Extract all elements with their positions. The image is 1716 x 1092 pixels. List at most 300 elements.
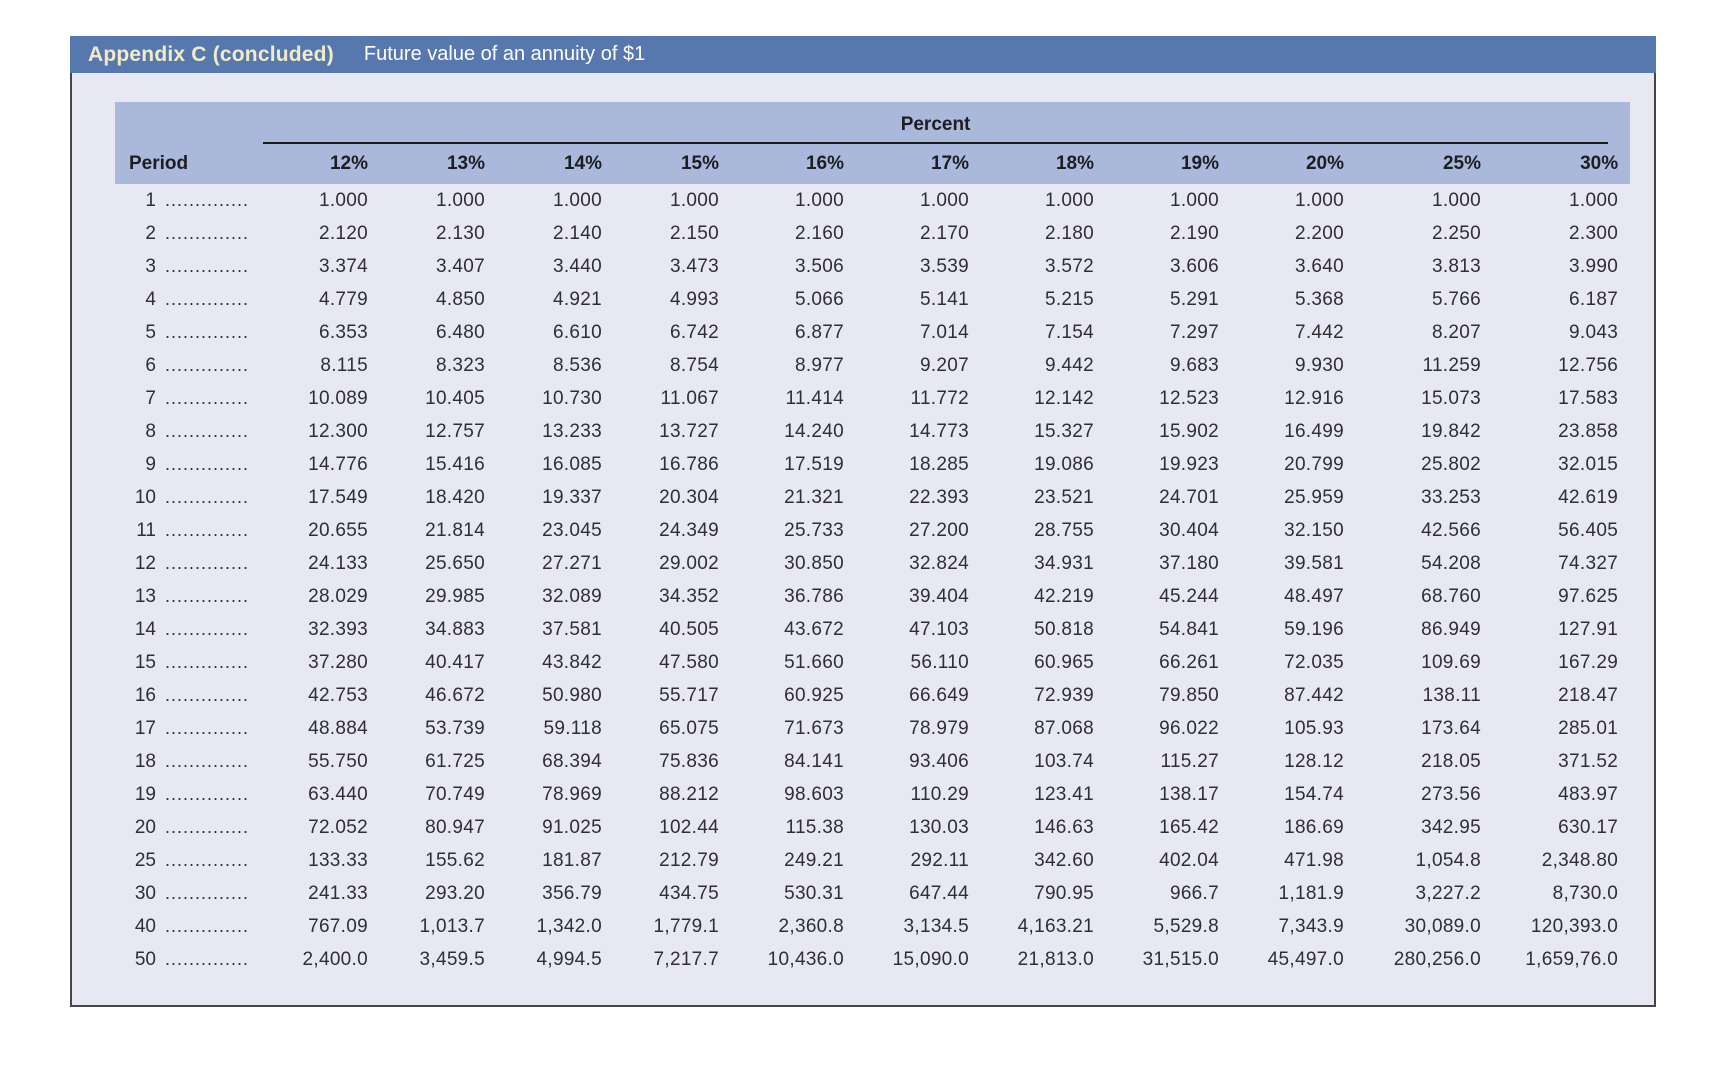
factor-value: 72.939 [1034,684,1094,706]
factor-value: 32.089 [542,585,602,607]
table-row [115,910,1630,943]
factor-value: 68.760 [1421,585,1481,607]
factor-value: 6.877 [794,321,844,343]
table-row [115,514,1630,547]
factor-value: 7,343.9 [1278,915,1344,937]
rate-column-header: 30% [1493,144,1630,184]
dot-leader: .............. [165,486,250,507]
factor-value: 10.089 [308,387,368,409]
factor-value: 6.187 [1569,288,1619,310]
factor-value: 790.95 [1034,882,1094,904]
factor-value: 96.022 [1159,717,1219,739]
factor-value: 12.756 [1558,354,1619,376]
factor-value: 21.321 [784,486,844,508]
factor-value: 21.814 [425,519,485,541]
factor-value: 74.327 [1558,552,1619,574]
factor-value: 13.233 [542,420,602,442]
factor-value: 7,217.7 [653,948,719,970]
factor-value: 165.42 [1159,816,1219,838]
factor-value: 767.09 [308,915,368,937]
factor-value: 9.043 [1569,321,1619,343]
factor-value: 88.212 [659,783,719,805]
factor-value: 87.068 [1034,717,1094,739]
factor-value: 1.000 [1294,189,1344,211]
dot-leader: .............. [165,255,250,276]
dot-leader: .............. [165,585,250,606]
factor-value: 4.850 [435,288,485,310]
table-row [115,679,1630,712]
factor-value: 241.33 [308,882,368,904]
factor-value: 3.407 [435,255,485,277]
factor-value: 109.69 [1421,651,1481,673]
factor-value: 1.000 [318,189,368,211]
table-row [115,283,1630,316]
period-number: 1 [145,189,156,211]
period-cell [115,349,263,382]
column-header-row [115,144,1630,184]
period-column-header: Period [115,144,263,184]
factor-value: 39.581 [1284,552,1344,574]
factor-value: 31,515.0 [1142,948,1219,970]
period-cell [115,613,263,646]
table-row [115,250,1630,283]
period-cell [115,316,263,349]
factor-value: 3.440 [552,255,602,277]
factor-value: 3,459.5 [419,948,485,970]
factor-value: 356.79 [542,882,602,904]
factor-value: 2.200 [1294,222,1344,244]
factor-value: 5.291 [1169,288,1219,310]
factor-value: 133.33 [308,849,368,871]
factor-value: 5.141 [919,288,969,310]
period-cell [115,217,263,250]
factor-value: 63.440 [308,783,368,805]
period-cell [115,448,263,481]
table-row [115,382,1630,415]
factor-value: 218.05 [1421,750,1481,772]
rate-column-header: 12% [263,144,380,184]
factor-value: 5,529.8 [1153,915,1219,937]
factor-value: 72.035 [1284,651,1344,673]
factor-value: 115.27 [1160,750,1219,772]
factor-value: 19.086 [1034,453,1094,475]
period-number: 6 [145,354,156,376]
factor-value: 46.672 [425,684,485,706]
period-number: 17 [134,717,156,739]
table-row [115,547,1630,580]
factor-value: 42.566 [1421,519,1481,541]
factor-value: 30,089.0 [1404,915,1481,937]
period-number: 25 [134,849,156,871]
factor-value: 4.779 [318,288,368,310]
period-number: 20 [134,816,156,838]
factor-value: 34.931 [1034,552,1094,574]
period-number: 4 [145,288,156,310]
factor-value: 40.505 [659,618,719,640]
table-row [115,481,1630,514]
factor-value: 48.884 [308,717,368,739]
table-row [115,646,1630,679]
factor-value: 20.655 [308,519,368,541]
table-row [115,217,1630,250]
factor-value: 23.521 [1034,486,1094,508]
factor-value: 128.12 [1284,750,1344,772]
factor-value: 24.349 [659,519,719,541]
factor-value: 17.549 [308,486,368,508]
factor-value: 42.619 [1558,486,1619,508]
period-number: 9 [145,453,156,475]
factor-value: 28.755 [1034,519,1094,541]
factor-value: 1.000 [1169,189,1219,211]
period-number: 10 [134,486,156,508]
factor-value: 2.160 [794,222,844,244]
period-cell [115,910,263,943]
factor-value: 120,393.0 [1530,915,1619,937]
factor-value: 4,994.5 [536,948,602,970]
rate-column-header: 16% [731,144,856,184]
table-body [115,184,1630,976]
factor-value: 146.63 [1034,816,1094,838]
factor-value: 3.539 [919,255,969,277]
factor-value: 55.750 [308,750,368,772]
factor-value: 28.029 [308,585,368,607]
factor-value: 10.730 [542,387,602,409]
rate-column-header: 20% [1231,144,1356,184]
factor-value: 16.085 [542,453,602,475]
factor-value: 50.818 [1034,618,1094,640]
factor-value: 86.949 [1421,618,1481,640]
factor-value: 45,497.0 [1267,948,1344,970]
factor-value: 68.394 [542,750,602,772]
factor-value: 5.766 [1431,288,1481,310]
table-row [115,844,1630,877]
rate-column-header: 17% [856,144,981,184]
period-number: 16 [134,684,156,706]
factor-value: 647.44 [909,882,969,904]
factor-value: 15.416 [425,453,485,475]
factor-value: 9.442 [1044,354,1094,376]
factor-value: 18.285 [909,453,969,475]
factor-value: 4.993 [669,288,719,310]
factor-value: 2.130 [435,222,485,244]
dot-leader: .............. [165,849,250,870]
factor-value: 9.930 [1294,354,1344,376]
factor-value: 47.580 [659,651,719,673]
factor-value: 32.015 [1558,453,1619,475]
factor-value: 110.29 [910,783,969,805]
factor-value: 2.170 [919,222,969,244]
factor-value: 37.180 [1159,552,1219,574]
factor-value: 60.925 [784,684,844,706]
factor-value: 280,256.0 [1393,948,1481,970]
period-cell [115,844,263,877]
factor-value: 43.842 [542,651,602,673]
factor-value: 19.337 [542,486,602,508]
factor-value: 3,227.2 [1415,882,1481,904]
factor-value: 36.786 [784,585,844,607]
period-number: 19 [134,783,156,805]
percent-group-header [263,102,1630,144]
dot-leader: .............. [165,948,250,969]
factor-value: 3.990 [1569,255,1619,277]
factor-value: 22.393 [909,486,969,508]
factor-value: 5.368 [1294,288,1344,310]
period-cell [115,184,263,217]
factor-value: 56.405 [1558,519,1619,541]
factor-value: 61.725 [425,750,485,772]
dot-leader: .............. [165,321,250,342]
factor-value: 212.79 [659,849,719,871]
dot-leader: .............. [165,519,250,540]
period-cell [115,580,263,613]
factor-value: 3,134.5 [903,915,969,937]
dot-leader: .............. [165,618,250,639]
factor-value: 27.200 [909,519,969,541]
period-number: 13 [134,585,156,607]
factor-value: 53.739 [425,717,485,739]
dot-leader: .............. [165,354,250,375]
factor-value: 2,348.80 [1541,849,1619,871]
factor-value: 15,090.0 [892,948,969,970]
factor-value: 2,360.8 [778,915,844,937]
factor-value: 11.414 [785,387,844,409]
factor-value: 7.154 [1044,321,1094,343]
factor-value: 24.133 [308,552,368,574]
factor-value: 66.261 [1159,651,1219,673]
factor-value: 5.066 [794,288,844,310]
period-cell [115,250,263,283]
factor-value: 66.649 [909,684,969,706]
table-row [115,415,1630,448]
factor-value: 30.404 [1159,519,1219,541]
period-cell [115,943,263,976]
factor-value: 630.17 [1558,816,1619,838]
period-cell [115,415,263,448]
factor-value: 285.01 [1558,717,1619,739]
dot-leader: .............. [165,651,250,672]
period-number: 14 [134,618,156,640]
factor-value: 56.110 [910,651,969,673]
factor-value: 2.140 [552,222,602,244]
rate-column-header: 18% [981,144,1106,184]
factor-value: 9.207 [919,354,969,376]
factor-value: 20.304 [659,486,719,508]
factor-value: 34.883 [425,618,485,640]
period-number: 50 [134,948,156,970]
factor-value: 138.11 [1422,684,1481,706]
factor-value: 17.583 [1558,387,1619,409]
factor-value: 17.519 [784,453,844,475]
factor-value: 78.969 [542,783,602,805]
factor-value: 5.215 [1044,288,1094,310]
factor-value: 167.29 [1558,651,1619,673]
factor-value: 292.11 [910,849,969,871]
factor-value: 530.31 [784,882,844,904]
factor-value: 293.20 [425,882,485,904]
factor-value: 2.150 [669,222,719,244]
period-cell [115,646,263,679]
factor-value: 2.190 [1169,222,1219,244]
factor-value: 966.7 [1169,882,1219,904]
factor-value: 11.772 [910,387,969,409]
factor-value: 8,730.0 [1552,882,1619,904]
factor-value: 103.74 [1034,750,1094,772]
factor-value: 2.250 [1431,222,1481,244]
table-row [115,349,1630,382]
factor-value: 15.073 [1421,387,1481,409]
dot-leader: .............. [165,882,250,903]
table-row [115,316,1630,349]
annuity-factor-table [115,102,1630,976]
factor-value: 4.921 [552,288,602,310]
factor-value: 59.118 [543,717,602,739]
factor-value: 84.141 [784,750,844,772]
period-number: 3 [145,255,156,277]
factor-value: 32.150 [1284,519,1344,541]
rate-column-header: 19% [1106,144,1231,184]
factor-value: 2.120 [318,222,368,244]
table-row [115,943,1630,976]
factor-value: 78.979 [909,717,969,739]
factor-value: 2,400.0 [302,948,368,970]
rate-column-header: 14% [497,144,614,184]
factor-value: 13.727 [659,420,719,442]
factor-value: 3.640 [1294,255,1344,277]
factor-value: 10.405 [425,387,485,409]
factor-value: 2.180 [1044,222,1094,244]
factor-value: 79.850 [1159,684,1219,706]
factor-value: 37.280 [308,651,368,673]
factor-value: 2.300 [1569,222,1619,244]
factor-value: 21,813.0 [1017,948,1094,970]
factor-value: 12.300 [308,420,368,442]
factor-value: 70.749 [425,783,485,805]
factor-value: 3.572 [1044,255,1094,277]
factor-value: 91.025 [542,816,602,838]
factor-value: 12.523 [1159,387,1219,409]
period-number: 18 [134,750,156,772]
factor-value: 20.799 [1284,453,1344,475]
factor-value: 51.660 [784,651,844,673]
factor-value: 154.74 [1284,783,1344,805]
factor-value: 1,659,76.0 [1525,948,1619,970]
period-number: 7 [145,387,156,409]
factor-value: 6.353 [318,321,368,343]
factor-value: 138.17 [1159,783,1219,805]
factor-value: 48.497 [1284,585,1344,607]
factor-value: 43.672 [784,618,844,640]
factor-value: 1.000 [1569,189,1619,211]
factor-value: 42.753 [308,684,368,706]
factor-value: 4,163.21 [1017,915,1094,937]
factor-value: 24.701 [1159,486,1219,508]
factor-value: 7.297 [1169,321,1219,343]
factor-value: 32.393 [308,618,368,640]
table-row [115,613,1630,646]
header-spacer [115,102,263,144]
dot-leader: .............. [165,783,250,804]
factor-value: 14.240 [784,420,844,442]
factor-value: 18.420 [425,486,485,508]
factor-value: 14.776 [308,453,368,475]
period-cell [115,481,263,514]
dot-leader: .............. [165,420,250,441]
factor-value: 371.52 [1558,750,1619,772]
factor-value: 80.947 [425,816,485,838]
factor-value: 1,779.1 [653,915,719,937]
table-row [115,712,1630,745]
factor-value: 249.21 [784,849,844,871]
dot-leader: .............. [165,915,250,936]
period-cell [115,283,263,316]
factor-value: 8.536 [552,354,602,376]
factor-value: 45.244 [1159,585,1219,607]
factor-value: 12.757 [425,420,485,442]
factor-value: 27.271 [542,552,602,574]
factor-value: 273.56 [1421,783,1481,805]
period-number: 30 [134,882,156,904]
factor-value: 42.219 [1034,585,1094,607]
factor-value: 25.959 [1284,486,1344,508]
factor-value: 1,054.8 [1415,849,1481,871]
dot-leader: .............. [165,387,250,408]
dot-leader: .............. [165,750,250,771]
factor-value: 402.04 [1159,849,1219,871]
factor-value: 9.683 [1169,354,1219,376]
factor-value: 1.000 [669,189,719,211]
rate-column-header: 15% [614,144,731,184]
table-caption: Future value of an annuity of $1 [363,43,646,65]
factor-value: 8.977 [794,354,844,376]
factor-value: 37.581 [542,618,602,640]
factor-value: 1,013.7 [419,915,485,937]
period-cell [115,778,263,811]
rate-column-header: 13% [380,144,497,184]
table-header [115,102,1630,184]
percent-group-row [115,102,1630,144]
factor-value: 6.610 [552,321,602,343]
factor-value: 55.717 [659,684,719,706]
factor-value: 1.000 [435,189,485,211]
factor-value: 3.606 [1169,255,1219,277]
factor-value: 1.000 [1431,189,1481,211]
factor-value: 1,342.0 [536,915,602,937]
factor-value: 115.38 [785,816,844,838]
factor-value: 54.208 [1421,552,1481,574]
factor-value: 87.442 [1284,684,1344,706]
appendix-title: Appendix C (concluded) [88,42,334,66]
factor-value: 102.44 [659,816,719,838]
factor-value: 40.417 [425,651,485,673]
period-number: 11 [136,519,156,541]
factor-value: 342.60 [1034,849,1094,871]
factor-value: 6.742 [669,321,719,343]
factor-value: 3.506 [794,255,844,277]
factor-value: 1.000 [794,189,844,211]
factor-value: 75.836 [659,750,719,772]
factor-value: 15.902 [1159,420,1219,442]
period-number: 8 [145,420,156,442]
factor-value: 71.673 [784,717,844,739]
factor-value: 97.625 [1558,585,1619,607]
factor-value: 471.98 [1284,849,1344,871]
factor-value: 1,181.9 [1278,882,1344,904]
table-row [115,811,1630,844]
period-number: 40 [134,915,156,937]
factor-value: 3.374 [318,255,368,277]
factor-value: 11.067 [660,387,719,409]
factor-value: 54.841 [1159,618,1219,640]
